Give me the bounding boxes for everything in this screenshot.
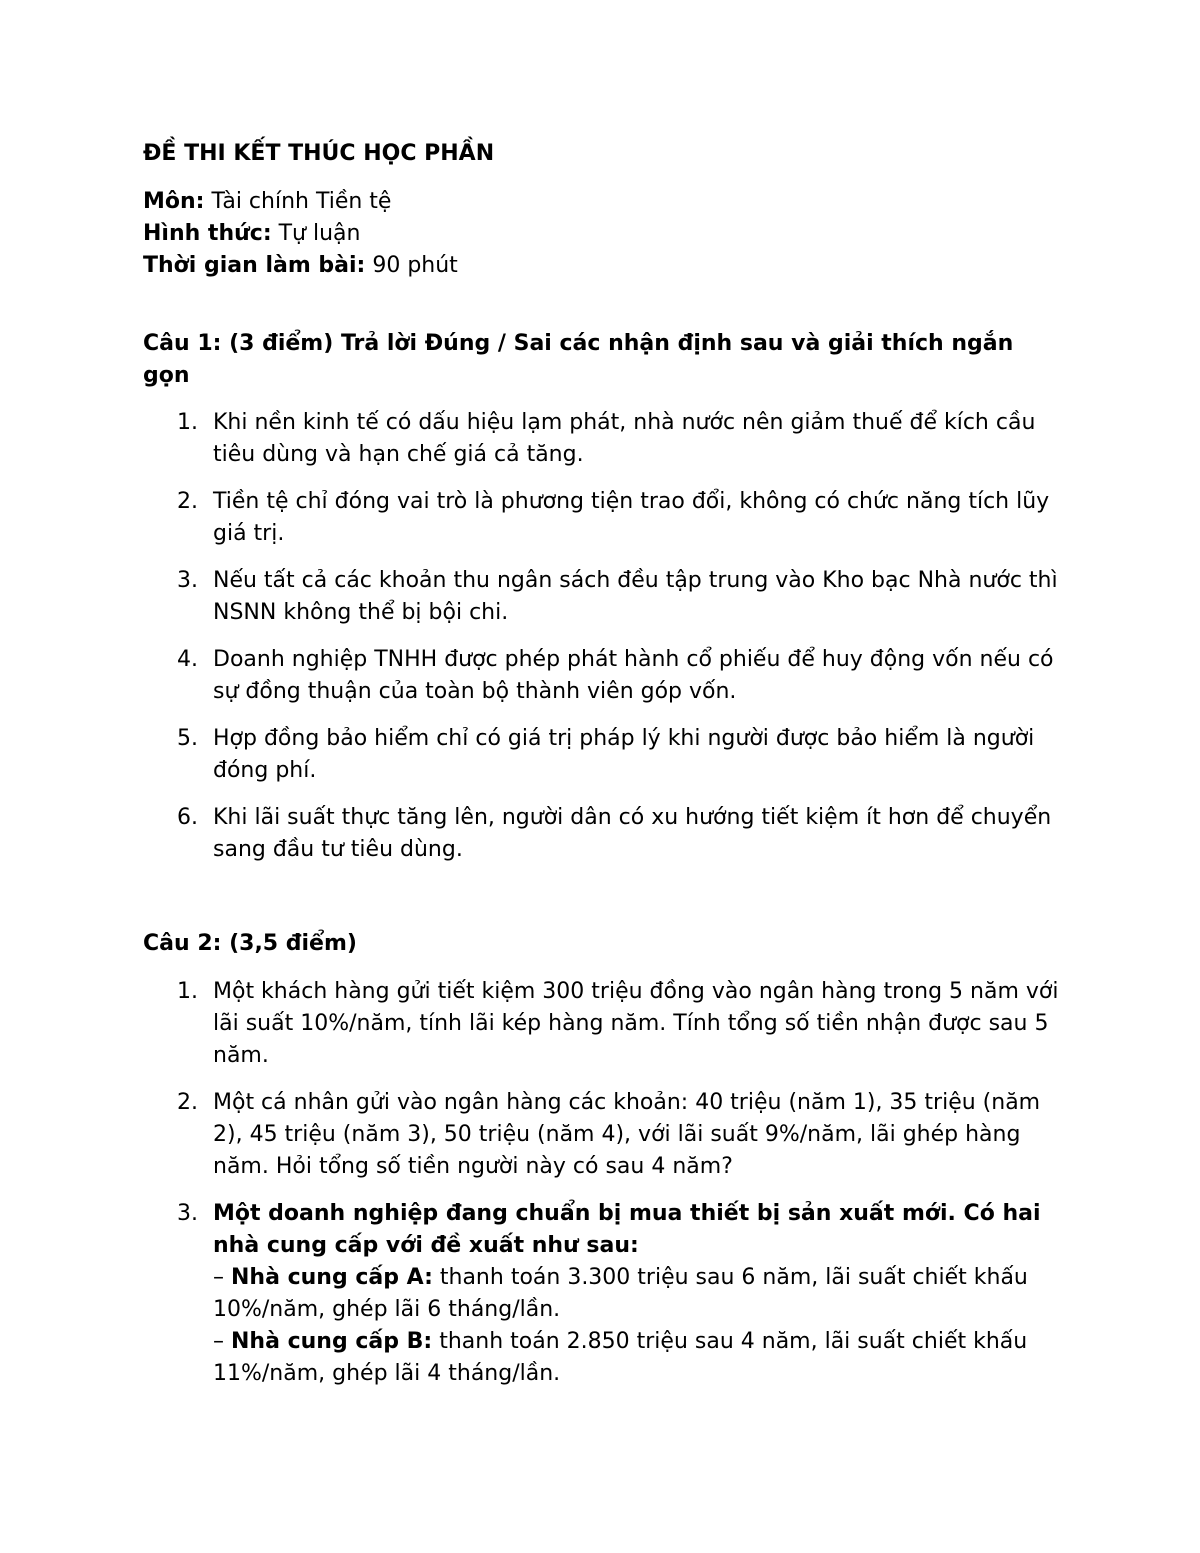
question-2-title: Câu 2: (3,5 điểm) (143, 931, 357, 956)
supplier-a-line (213, 1262, 1063, 1326)
item-text: Khi lãi suất thực tăng lên, người dân có xu hướng tiết kiệm ít hơn để chuyển sang đầu tư tiêu dùng. (213, 805, 1052, 862)
list-item (143, 644, 1063, 708)
item-text: Khi nền kinh tế có dấu hiệu lạm phát, nhà nước nên giảm thuế để kích cầu tiêu dùng và hạn chế giá cả tăng. (213, 410, 1036, 467)
time-label: Thời gian làm bài: (143, 253, 366, 278)
item-text: Hợp đồng bảo hiểm chỉ có giá trị pháp lý khi người được bảo hiểm là người đóng phí. (213, 726, 1035, 783)
list-item (143, 565, 1063, 629)
subject-line (143, 186, 1063, 218)
item-number: 2. (177, 489, 198, 514)
item-number: 3. (177, 568, 198, 593)
list-item (143, 407, 1063, 471)
item-text: Một khách hàng gửi tiết kiệm 300 triệu đồng vào ngân hàng trong 5 năm với lãi suất 10%/năm, tính lãi kép hàng năm. Tính tổng số tiền nhận được sau 5 năm. (213, 979, 1059, 1068)
format-label: Hình thức: (143, 221, 272, 246)
list-item (143, 1087, 1063, 1183)
list-item (143, 802, 1063, 866)
question-2-list (143, 976, 1063, 1390)
question-1-title: Câu 1: (3 điểm) Trả lời Đúng / Sai các nhận định sau và giải thích ngắn gọn (143, 331, 1014, 388)
item-number: 1. (177, 410, 198, 435)
item-text: Doanh nghiệp TNHH được phép phát hành cổ phiếu để huy động vốn nếu có sự đồng thuận của toàn bộ thành viên góp vốn. (213, 647, 1054, 704)
time-line (143, 250, 1063, 282)
item-lead-text: Một doanh nghiệp đang chuẩn bị mua thiết bị sản xuất mới. Có hai nhà cung cấp với đề xuất như sau: (213, 1201, 1041, 1258)
supplier-a-text: thanh toán 3.300 triệu sau 6 năm, lãi suất chiết khấu 10%/năm, ghép lãi 6 tháng/lần. (213, 1265, 1028, 1322)
item-text: Một cá nhân gửi vào ngân hàng các khoản: 40 triệu (năm 1), 35 triệu (năm 2), 45 triệu (năm 3), 50 triệu (năm 4), với lãi suất 9%/năm, lãi ghép hàng năm. Hỏi tổng số tiền người này có sau 4 năm? (213, 1090, 1041, 1179)
exam-title: ĐỀ THI KẾT THÚC HỌC PHẦN (143, 141, 495, 166)
subject-value: Tài chính Tiền tệ (204, 189, 392, 214)
dash: – (213, 1265, 231, 1290)
list-item (143, 976, 1063, 1072)
list-item (143, 723, 1063, 787)
subject-label: Môn: (143, 189, 205, 214)
item-number: 3. (177, 1201, 198, 1226)
dash: – (213, 1329, 231, 1354)
supplier-b-line (213, 1326, 1063, 1390)
supplier-a-label: Nhà cung cấp A: (231, 1265, 433, 1290)
item-number: 2. (177, 1090, 198, 1115)
item-text: Nếu tất cả các khoản thu ngân sách đều tập trung vào Kho bạc Nhà nước thì NSNN không thể bị bội chi. (213, 568, 1058, 625)
time-value: 90 phút (365, 253, 458, 278)
item-text: Tiền tệ chỉ đóng vai trò là phương tiện trao đổi, không có chức năng tích lũy giá trị. (213, 489, 1050, 546)
item-number: 4. (177, 647, 198, 672)
supplier-b-label: Nhà cung cấp B: (231, 1329, 433, 1354)
item-number: 6. (177, 805, 198, 830)
supplier-b-text: thanh toán 2.850 triệu sau 4 năm, lãi suất chiết khấu 11%/năm, ghép lãi 4 tháng/lần. (213, 1329, 1028, 1386)
exam-page (143, 138, 1063, 1405)
format-line (143, 218, 1063, 250)
format-value: Tự luận (271, 221, 361, 246)
list-item (143, 1198, 1063, 1390)
item-number: 1. (177, 979, 198, 1004)
item-number: 5. (177, 726, 198, 751)
question-1-list (143, 407, 1063, 866)
list-item (143, 486, 1063, 550)
